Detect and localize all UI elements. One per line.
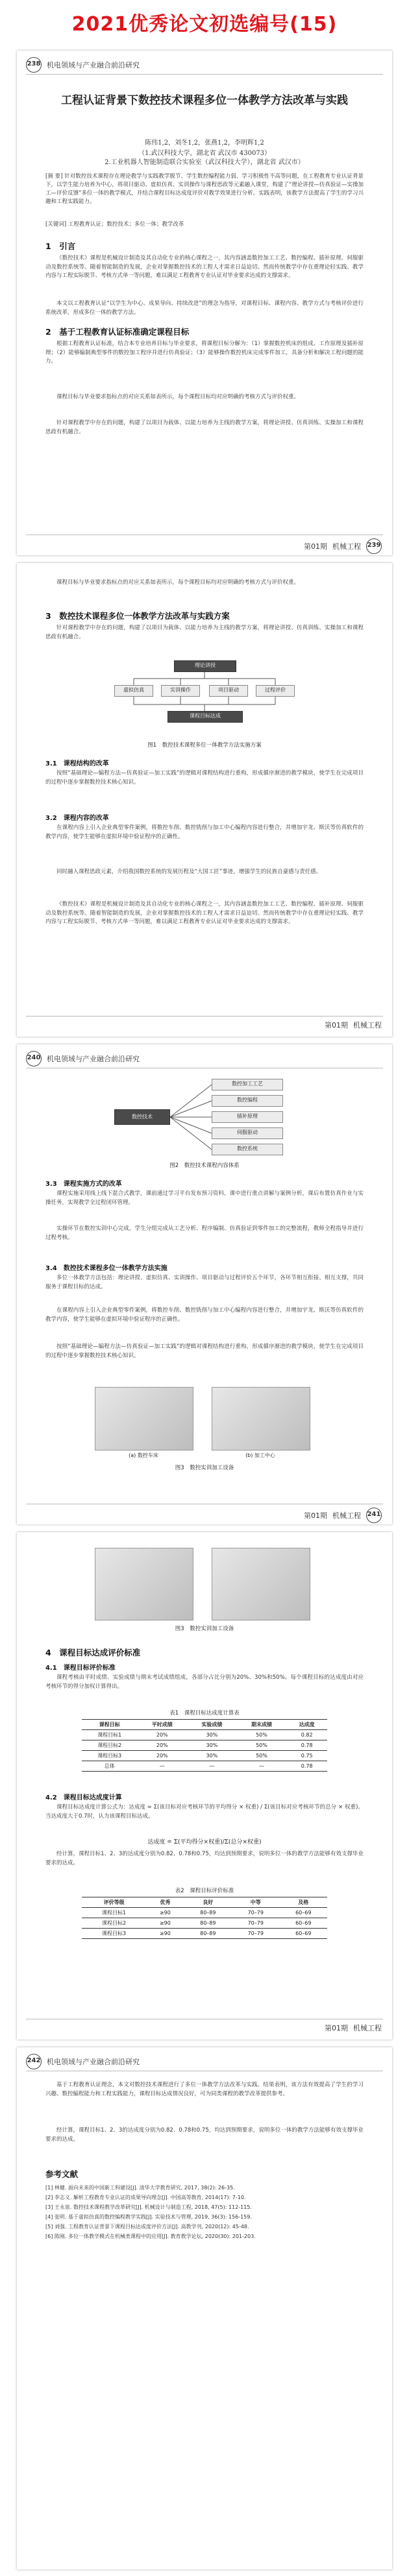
fig2-center: 数控技术: [114, 1109, 170, 1125]
paragraph-calc-2: 经计算，课程目标1、2、3的达成度分别为0.82、0.78和0.75，均达到预期要求，说明多位一体的教学方法能够有效支撑毕业要求的达成。: [45, 1851, 364, 1866]
abstract: [摘 要] 针对数控技术课程存在理论教学与实践教学脱节、学生数控编程能力弱、学习积极性不高等问题，在工程教育专业认证背景下，以学生能力培养为中心，将项目驱动、虚拟仿真、实训操作与课程思政等元素融入课堂，构建了“理论讲授—仿真验证—实操加工—评价反馈”多位一体的教学模式，并结合课程目标达成度评价对教学效果进行分析。实践表明，该教学方法提高了学生的学习兴趣和工程实践能力。: [45, 173, 364, 205]
journal-issue: 第01期: [325, 1021, 348, 1029]
journal-column: 机械工程: [353, 1021, 382, 1029]
paragraph-reform: 针对课程教学中存在的问题，构建了以项目为载体、以能力培养为主线的教学方案，将理论讲授、仿真训练、实操加工和课程思政有机融合。: [45, 625, 364, 640]
table-1-row: [82, 1730, 327, 1740]
page-3: [17, 1044, 392, 1524]
journal-column: 机械工程: [332, 1511, 361, 1520]
table-1-row: [82, 1751, 327, 1761]
subsection-heading-implementation: 3.3 课程实施方式的改革: [45, 1181, 122, 1188]
page-header: [26, 1052, 140, 1065]
reference-item: [5] 刘强. 工程教育认证背景下课程目标达成度评价方法[J]. 高教学刊, 2020(12): 45-48.: [45, 2224, 249, 2230]
table-1-cell: 0.82: [286, 1730, 327, 1740]
table-1-cell: —: [237, 1761, 287, 1772]
reference-list: [45, 2184, 364, 2242]
page-number: 238: [26, 57, 42, 73]
paragraph-implementation: 课程实施采用线上线下混合式教学，课前通过学习平台发布预习资料，课中进行重点讲解与案例分析，课后布置仿真作业与实操任务，实现教学全过程闭环管理。: [45, 1190, 364, 1206]
fig2-item-3: 伺服驱动: [212, 1127, 283, 1139]
table-1-cell: 30%: [187, 1751, 237, 1761]
table-1-cell: 30%: [187, 1730, 237, 1740]
page-number: 241: [366, 1508, 382, 1523]
table-1-cell: 50%: [237, 1740, 287, 1751]
fig2-item-4: 数控系统: [212, 1144, 283, 1155]
table-2-cell: 课程目标1: [82, 1908, 146, 1918]
table-2-cell: 80–89: [184, 1908, 232, 1918]
table-1-cell: 20%: [137, 1740, 187, 1751]
reference-item: [3] 王永泉. 数控技术课程教学改革研究[J]. 机械设计与制造工程, 2018, 47(5): 112-115.: [45, 2204, 252, 2210]
footer-rule: [26, 1016, 383, 1017]
page-2: [17, 563, 392, 1037]
table-2-cell: ≥90: [146, 1918, 184, 1929]
table-2-cell: 80–89: [184, 1929, 232, 1939]
subsection-heading-eval-standard: 4.1 课程目标评价标准: [45, 1665, 116, 1672]
table-1-cell: 课程目标1: [82, 1730, 137, 1740]
table-2-cell: 课程目标2: [82, 1918, 146, 1929]
fig2-item-0: 数控加工工艺: [212, 1079, 283, 1090]
paragraph-calc: 课程目标达成度计算公式为：达成度 = Σ(该目标对应考核环节的平均得分 × 权重) / Σ(该目标对应考核环节的总分 × 权重)。当达成度大于0.7时，认为该课程目标达成。: [45, 1804, 364, 1820]
table-2-cell: 课程目标3: [82, 1929, 146, 1939]
photo-cnc-lathe: [95, 1387, 193, 1451]
subsection-heading-structure: 3.1 课程结构的改革: [45, 760, 109, 767]
page-footer: [325, 2023, 382, 2033]
journal-name: 机电领域与产业融合前沿研究: [47, 61, 140, 69]
paragraph-goals-4: 课程目标与毕业要求指标点的对应关系如表所示，每个课程目标均对应明确的考核方式与评价权重。: [56, 579, 300, 586]
subsection-heading-calc: 4.2 课程目标达成度计算: [45, 1794, 122, 1801]
table-1-cell: —: [137, 1761, 187, 1772]
reference-item: [2] 李志义. 解析工程教育专业认证的成果导向理念[J]. 中国高等教育, 2014(17): 7-10.: [45, 2195, 246, 2200]
page-1: [17, 51, 392, 555]
table-2-cell: 80–89: [184, 1918, 232, 1929]
fig1-box-3: 项目驱动: [209, 685, 248, 697]
paragraph-goals: 根据工程教育认证标准，结合本专业培养目标与毕业要求，将课程目标分解为：（1）掌握数控机床的组成、工作原理及插补原理；（2）能够编制典型零件的数控加工程序并进行仿真验证；（3）能够操作数控机床完成零件加工，具备分析和解决工程问题的能力。: [45, 341, 364, 365]
table-2-caption: 表2 课程目标评价标准: [175, 1888, 234, 1894]
table-2-row: [82, 1918, 327, 1929]
table-1-cell: 20%: [137, 1751, 187, 1761]
journal-name: 机电领域与产业融合前沿研究: [47, 1055, 140, 1063]
table-2-row: [82, 1908, 327, 1918]
table-2-header-cell: 评价等级: [82, 1897, 146, 1908]
reference-item: [1] 林健. 面向未来的中国新工科建设[J]. 清华大学教育研究, 2017, 38(2): 26-35.: [45, 2185, 235, 2191]
table-2-header-cell: 优秀: [146, 1897, 184, 1908]
table-2-header-cell: 及格: [280, 1897, 327, 1908]
fig1-box-4: 过程评价: [256, 685, 295, 697]
paragraph-method-2: 在课程内容上引入企业典型零件案例，将数控车削、数控铣削与加工中心编程内容进行整合，并增加宇龙、斯沃等仿真软件的教学内容，使学生能够在虚拟环境中验证程序的正确性。: [45, 1307, 364, 1323]
table-1-header-cell: 课程目标: [82, 1720, 137, 1730]
journal-issue: 第01期: [325, 2024, 348, 2032]
table-1-header-cell: 期末成绩: [237, 1720, 287, 1730]
banner: [0, 0, 409, 42]
table-1-cell: —: [187, 1761, 237, 1772]
table-1-cell: 课程目标3: [82, 1751, 137, 1761]
table-2-cell: 70–79: [232, 1918, 279, 1929]
table-1-cell: 0.75: [286, 1751, 327, 1761]
affiliation-2: 2.工业机器人智能制造联合实验室（武汉科技大学），湖北省 武汉市）: [105, 159, 304, 166]
paragraph-implementation-2: 实操环节在数控实训中心完成，学生分组完成从工艺分析、程序编制、仿真验证到零件加工的完整流程，教师全程指导并进行过程考核。: [45, 1225, 364, 1241]
table-2-cell: 70–79: [232, 1908, 279, 1918]
paragraph-goals-2: 课程目标与毕业要求指标点的对应关系如表所示，每个课程目标均对应明确的考核方式与评价权重。: [56, 394, 300, 400]
section-heading-evaluation: 4 课程目标达成评价标准: [45, 1648, 141, 1657]
paragraph-intro-2: 本文以工程教育认证“以学生为中心、成果导向、持续改进”的理念为指导，对课程目标、课程内容、教学方式与考核评价进行系统改革，形成多位一体的教学方法。: [45, 300, 364, 316]
paragraph-content-2: 同时融入课程思政元素，介绍我国数控系统的发展历程及“大国工匠”事迹，增强学生的民族自豪感与责任感。: [56, 869, 322, 875]
table-2-cell: 60–69: [280, 1918, 327, 1929]
affiliation-1: （1.武汉科技大学，湖北省 武汉市 430073）: [138, 150, 271, 157]
paragraph-method-3: 按照“基础理论—编程方法—仿真验证—加工实践”的逻辑对课程结构进行重构，形成循序渐进的教学模块，使学生在完成项目的过程中逐步掌握数控技术核心知识。: [45, 1343, 364, 1359]
fig1-box-2: 实训操作: [161, 685, 200, 697]
paragraph-method: 多位一体教学方法包括：理论讲授、虚拟仿真、实训操作、项目驱动与过程评价五个环节，各环节相互衔接、相互支撑，共同服务于课程目标的达成。: [45, 1275, 364, 1290]
paragraph-content: 在课程内容上引入企业典型零件案例，将数控车削、数控铣削与加工中心编程内容进行整合，并增加宇龙、斯沃等仿真软件的教学内容，使学生能够在虚拟环境中验证程序的正确性。: [45, 825, 364, 840]
reference-item: [6] 陈刚. 多位一体教学模式在机械类课程中的应用[J]. 教育教学论坛, 2020(30): 201-203.: [45, 2233, 256, 2239]
page-header: [26, 2055, 140, 2068]
fig1-box-0: 理论讲授: [174, 660, 236, 672]
table-1-cell: 课程目标2: [82, 1740, 137, 1751]
journal-issue: 第01期: [304, 542, 327, 551]
page-5: [17, 2047, 392, 2570]
section-heading-reform: 3 数控技术课程多位一体教学方法改革与实践方案: [45, 611, 230, 621]
section-heading-intro: 1 引言: [45, 241, 76, 251]
header-rule: [26, 74, 383, 75]
journal-issue: 第01期: [304, 1511, 327, 1520]
paragraph-content-3: 《数控技术》课程是机械设计制造及其自动化专业的核心课程之一，其内容涵盖数控加工工艺、数控编程、插补原理、伺服驱动及数控系统等。随着智能制造的发展，企业对掌握数控技术的工程人才需求日益迫切。然而传统教学中存在重理论轻实践、教学内容与工程实际脱节、考核方式单一等问题，难以满足工程教育专业认证对毕业要求达成的支撑需求。: [45, 901, 364, 925]
table-1-cell: 50%: [237, 1730, 287, 1740]
fig1-arrows: [114, 660, 295, 737]
page-number: 240: [26, 1051, 42, 1066]
table-1: [82, 1719, 327, 1772]
page-footer: [304, 538, 382, 554]
fig2-item-2: 插补原理: [212, 1111, 283, 1123]
table-2-cell: 70–79: [232, 1929, 279, 1939]
figure-2: [114, 1077, 295, 1157]
page-number: 242: [26, 2054, 42, 2069]
article-authors: 陈伟1,2，刘冬1,2，张燕1,2，李明辉1,2: [145, 139, 264, 147]
banner-title: 2021优秀论文初选编号(15): [71, 13, 338, 36]
paragraph-conclusion: 基于工程教育认证理念，本文对数控技术课程进行了多位一体教学方法改革与实践。结果表明，该方法有效提高了学生的学习兴趣、数控编程能力和工程实践能力，课程目标达成情况良好，可为同类课程的教学改革提供参考。: [45, 2082, 364, 2097]
table-2-cell: 60–69: [280, 1908, 327, 1918]
table-1-row: [82, 1761, 327, 1772]
table-1-header-cell: 实验成绩: [187, 1720, 237, 1730]
paragraph-conclusion-2: 经计算，课程目标1、2、3的达成度分别为0.82、0.78和0.75，均达到预期要求，说明多位一体的教学方法能够有效支撑毕业要求的达成。: [45, 2127, 364, 2143]
subsection-heading-content: 3.2 课程内容的改革: [45, 815, 109, 822]
table-2-header-cell: 良好: [184, 1897, 232, 1908]
table-1-cell: 30%: [187, 1740, 237, 1751]
keywords: [关键词] 工程教育认证；数控技术；多位一体；教学改革: [45, 221, 184, 228]
table-1-row: [82, 1740, 327, 1751]
table-2-header-cell: 中等: [232, 1897, 279, 1908]
figure-2-caption: 图2 数控技术课程内容体系: [169, 1162, 240, 1169]
page-4: [17, 1532, 392, 2040]
subsection-heading-method: 3.4 数控技术课程多位一体教学方法实施: [45, 1265, 167, 1272]
paragraph-eval: 课程考核由平时成绩、实验成绩与期末考试成绩组成，各部分占比分别为20%、30%和50%。每个课程目标的达成度由对应考核环节的得分加权计算得出。: [45, 1674, 364, 1690]
fig3a-label: (a) 数控车床: [129, 1452, 158, 1458]
table-2: [82, 1897, 327, 1939]
table-1-cell: 0.78: [286, 1740, 327, 1751]
page-footer: [304, 1508, 382, 1523]
photo-equipment-1: [95, 1548, 193, 1620]
paragraph-goals-3: 针对课程教学中存在的问题，构建了以项目为载体、以能力培养为主线的教学方案，将理论讲授、仿真训练、实操加工和课程思政有机融合。: [45, 420, 364, 435]
figure-3-caption-cont: 图3 数控实训加工设备: [175, 1626, 234, 1632]
formula: 达成度 = Σ(平均得分×权重)/Σ(总分×权重): [147, 1839, 262, 1846]
figure-3-caption: 图3 数控实训加工设备: [175, 1465, 234, 1471]
journal-name: 机电领域与产业融合前沿研究: [47, 2058, 140, 2066]
paragraph-structure: 按照“基础理论—编程方法—仿真验证—加工实践”的逻辑对课程结构进行重构，形成循序渐进的教学模块，使学生在完成项目的过程中逐步掌握数控技术核心知识。: [45, 770, 364, 786]
fig1-box-1: 虚拟仿真: [114, 685, 153, 697]
figure-1-caption: 图1 数控技术课程多位一体教学方法实施方案: [147, 742, 262, 749]
table-2-cell: ≥90: [146, 1929, 184, 1939]
page-footer: [325, 1020, 382, 1030]
table-1-header-cell: 达成度: [286, 1720, 327, 1730]
fig2-item-1: 数控编程: [212, 1095, 283, 1107]
table-1-caption: 表1 课程目标达成度计算表: [169, 1710, 240, 1716]
table-1-cell: 总体: [82, 1761, 137, 1772]
table-2-cell: 60–69: [280, 1929, 327, 1939]
photo-equipment-2: [212, 1548, 310, 1620]
table-2-row: [82, 1929, 327, 1939]
fig1-box-5: 课程目标达成: [167, 711, 243, 723]
references-heading: 参考文献: [45, 2169, 79, 2179]
page-header: [26, 58, 140, 71]
page-number: 239: [366, 538, 382, 554]
photo-machining-center: [212, 1387, 310, 1451]
table-2-cell: ≥90: [146, 1908, 184, 1918]
figure-1: [114, 660, 295, 737]
table-1-cell: 20%: [137, 1730, 187, 1740]
journal-column: 机械工程: [353, 2024, 382, 2032]
section-heading-goals: 2 基于工程教育认证标准确定课程目标: [45, 327, 190, 337]
table-1-header-cell: 平时成绩: [137, 1720, 187, 1730]
article-title: 工程认证背景下数控技术课程多位一体教学方法改革与实践: [61, 94, 348, 107]
fig3b-label: (b) 加工中心: [245, 1452, 275, 1458]
journal-column: 机械工程: [332, 542, 361, 551]
reference-item: [4] 张明. 基于虚拟仿真的数控编程教学实践[J]. 实验技术与管理, 2019, 36(3): 156-159.: [45, 2214, 252, 2220]
table-1-cell: 50%: [237, 1751, 287, 1761]
paragraph-intro: 《数控技术》课程是机械设计制造及其自动化专业的核心课程之一，其内容涵盖数控加工工艺、数控编程、插补原理、伺服驱动及数控系统等。随着智能制造的发展，企业对掌握数控技术的工程人才需求日益迫切。然而传统教学中存在重理论轻实践、教学内容与工程实际脱节、考核方式单一等问题，难以满足工程教育专业认证对毕业要求达成的支撑需求。: [45, 255, 364, 279]
table-1-cell: 0.78: [286, 1761, 327, 1772]
